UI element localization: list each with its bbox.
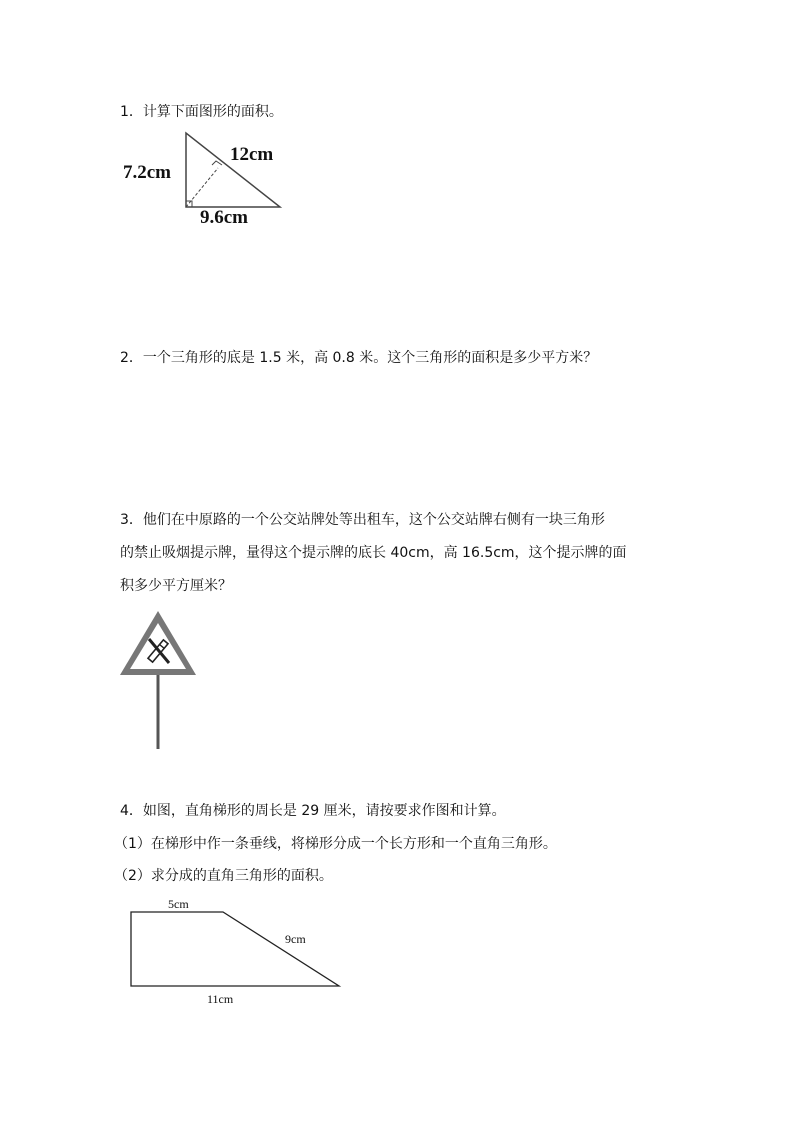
q1-height-right-angle-mark <box>212 161 222 165</box>
no-smoking-sign-icon <box>118 607 200 752</box>
q1-left-side-label: 7.2cm <box>123 162 172 183</box>
question-3-line-2: 的禁止吸烟提示牌，量得这个提示牌的底长 40cm，高 16.5cm，这个提示牌的面 <box>120 545 627 561</box>
q4-top-side-label: 5cm <box>168 897 189 911</box>
question-4-sub-2: （2）求分成的直角三角形的面积。 <box>114 868 333 884</box>
question-4-text: 4．如图，直角梯形的周长是 29 厘米，请按要求作图和计算。 <box>120 803 506 819</box>
q1-right-triangle-figure <box>115 128 305 233</box>
q1-base-label: 9.6cm <box>200 207 249 228</box>
q4-slant-side-label: 9cm <box>285 932 306 946</box>
q1-hypotenuse-label: 12cm <box>230 144 274 165</box>
q1-height-dashed-line <box>186 168 218 207</box>
q4-bottom-side-label: 11cm <box>207 992 234 1006</box>
question-3-line-3: 积多少平方厘米？ <box>120 578 232 594</box>
question-1-text: 1．计算下面图形的面积。 <box>120 104 283 120</box>
question-3-line-1: 3．他们在中原路的一个公交站牌处等出租车，这个公交站牌右侧有一块三角形 <box>120 512 605 528</box>
question-2-text: 2．一个三角形的底是 1.5 米，高 0.8 米。这个三角形的面积是多少平方米？ <box>120 350 598 366</box>
q4-trapezoid-shape <box>131 912 339 986</box>
question-4-sub-1: （1）在梯形中作一条垂线，将梯形分成一个长方形和一个直角三角形。 <box>114 836 557 852</box>
q4-right-trapezoid-figure <box>118 893 358 1013</box>
